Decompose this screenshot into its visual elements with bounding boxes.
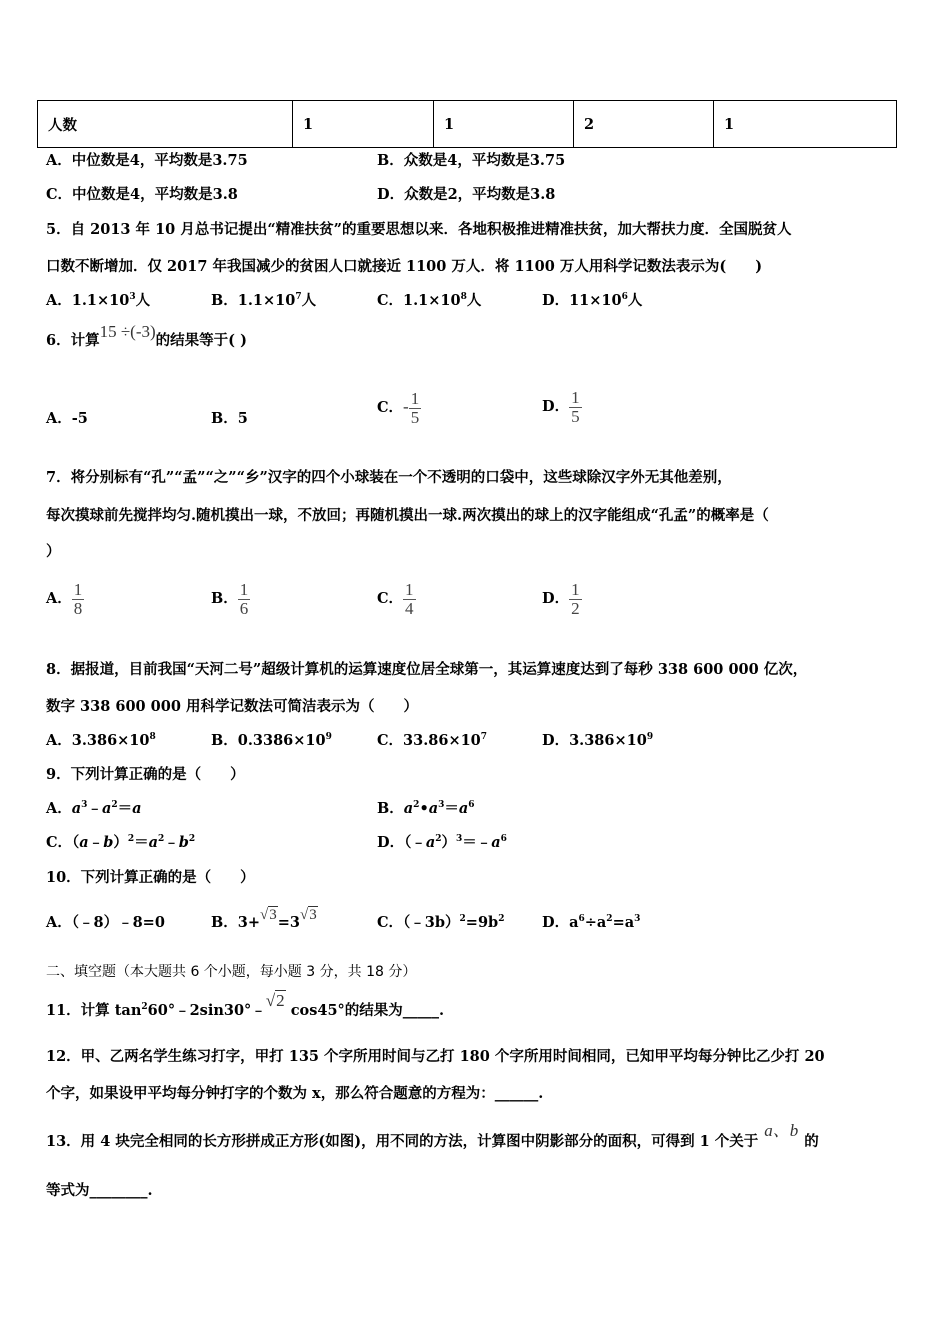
q8-option-b: B．$0.3386\times 10^9$ [211, 732, 332, 749]
q4-option-c: C．中位数是4，平均数是3.8 [46, 186, 238, 203]
q7-stem-line1: 7．将分别标有“孔”“孟”“之”“乡”汉字的四个小球装在一个不透明的口袋中，这些球除汉字外无其他差别， [46, 469, 732, 486]
q5-option-b: B．$1.1\times 10^7$人 [211, 292, 317, 309]
table-cell: 1 [714, 101, 897, 148]
q12-stem-line1: 12．甲、乙两名学生练习打字，甲打 135 个字所用时间与乙打 180 个字所用时间相同，已知甲平均每分钟比乙少打 20 [46, 1048, 825, 1065]
q7-stem-line3: ） [46, 543, 61, 560]
q6-option-d: D． $\frac{1}{5}$ [542, 387, 580, 426]
section-heading: 二、填空题（本大题共 6 个小题，每小题 3 分，共 18 分） [46, 964, 417, 980]
q5-stem-line2: 口数不断增加．仅 2017 年我国减少的贫困人口就接近 1100 万人．将 1100 万人用科学记数法表示为( ) [46, 258, 763, 275]
q6-expression: 15 ÷(-3) [99, 322, 156, 341]
q9-option-b: B．$a^2•a^3=a^6$ [377, 800, 475, 817]
fraction: $\frac{1}{4}$ [405, 579, 414, 618]
q8-stem-line2: 数字 338 600 000 用科学记数法可简洁表示为（ ） [46, 698, 418, 715]
q11-stem: 11．计算 $\tan^260^\circ﹣2\sin 30^\circ﹣√2$ cos45°的结果为_____. [46, 991, 445, 1019]
q9-option-c: C．$(a﹣b)^2=a^2﹣b^2$ [46, 834, 196, 851]
q7-option-b: B． $\frac{1}{6}$ [211, 579, 249, 618]
q10-option-a: A．（﹣8）﹣8=0 [46, 914, 165, 931]
fraction: $\frac{1}{5}$ [571, 387, 580, 426]
fraction: $\frac{1}{6}$ [239, 579, 249, 618]
sqrt: √3 [260, 907, 277, 923]
q5-option-a: A．$1.1\times 10^3$人 [46, 292, 151, 309]
fraction: $\frac{1}{5}$ [410, 388, 420, 427]
q9-option-a: A．$a^3﹣a^2=a$ [46, 800, 142, 817]
q8-stem-line1: 8．据报道，目前我国“天河二号”超级计算机的运算速度位居全球第一，其运算速度达到了每秒 338 600 000 亿次， [46, 661, 808, 678]
q6-stem: 6．计算15 ÷(-3)的结果等于( ) [46, 322, 247, 349]
q10-option-d: D．$a^6\div a^2=a^3$ [542, 914, 641, 931]
table-cell: 1 [293, 101, 434, 148]
q10-stem: 10．下列计算正确的是（ ） [46, 869, 255, 886]
q5-option-c: C．$1.1\times 10^8$人 [377, 292, 482, 309]
variables-ab: a、b [764, 1121, 799, 1140]
q13-stem-line1: 13．用 4 块完全相同的长方形拼成正方形(如图)，用不同的方法，计算图中阴影部分的面积，可得到 1 个关于a、b的 [46, 1121, 819, 1150]
q8-option-c: C．$33.86\times 10^7$ [377, 732, 488, 749]
q10-option-b: B．3+√3=3√3 [211, 907, 317, 931]
q5-option-d: D．$11\times 10^6$人 [542, 292, 643, 309]
q6-option-c: C．- $\frac{1}{5}$ [377, 388, 420, 427]
q8-option-a: A．$3.386\times 10^8$ [46, 732, 156, 749]
table-cell-label: 人数 [38, 101, 293, 148]
q13-stem-line2: 等式为________. [46, 1182, 153, 1199]
q10-option-c: C．$(﹣3b)^2=9b^2$ [377, 914, 505, 931]
q4-option-a: A．中位数是4，平均数是3.75 [46, 152, 248, 169]
q9-option-d: D．$(﹣a^2)^3=﹣a^6$ [377, 834, 507, 851]
q7-option-c: C． $\frac{1}{4}$ [377, 579, 414, 618]
q12-stem-line2: 个字，如果设甲平均每分钟打字的个数为 x，那么符合题意的方程为：______. [46, 1085, 544, 1102]
q8-option-d: D．$3.386\times 10^9$ [542, 732, 654, 749]
table-cell: 2 [574, 101, 714, 148]
q6-option-a: A．-5 [46, 410, 88, 427]
fraction: $\frac{1}{2}$ [571, 579, 580, 618]
table-row [38, 101, 897, 148]
q4-option-d: D．众数是2，平均数是3.8 [377, 186, 556, 203]
q7-stem-line2: 每次摸球前先搅拌均匀.随机摸出一球，不放回；再随机摸出一球.两次摸出的球上的汉字能组成“孔孟”的概率是（ [46, 507, 769, 524]
fraction: $\frac{1}{8}$ [73, 579, 83, 618]
q9-stem: 9．下列计算正确的是（ ） [46, 766, 245, 783]
table-cell: 1 [434, 101, 574, 148]
q4-option-b: B．众数是4，平均数是3.75 [377, 152, 566, 169]
q6-option-b: B．5 [211, 410, 248, 427]
sqrt: √2 [265, 991, 285, 1010]
q5-stem-line1: 5．自 2013 年 10 月总书记提出“精准扶贫”的重要思想以来．各地积极推进精准扶贫，加大帮扶力度．全国脱贫人 [46, 221, 792, 238]
q7-option-a: A． $\frac{1}{8}$ [46, 579, 83, 618]
sqrt: √3 [299, 907, 317, 923]
frequency-table [37, 100, 897, 148]
q7-option-d: D． $\frac{1}{2}$ [542, 579, 580, 618]
